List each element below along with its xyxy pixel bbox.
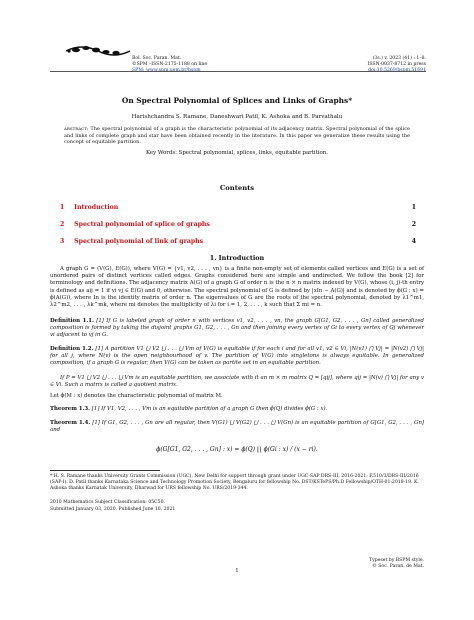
quotient-matrix-paragraph: If P = V1 ⋃ V2 ⋃ . . . ⋃ Vm is an equitable partition, we associate with it an m × m matrix Q = [qij], where qij = |N(v) ⋂ Vj| for any v ∈ Vi. Such a matrix is called a quotient matrix. — [50, 375, 424, 389]
let-statement: Let ϕ(M : x) denotes the characteristic polynomial of matrix M. — [50, 393, 223, 399]
definition-1-2 — [50, 346, 424, 368]
toc-page: 2 — [411, 221, 416, 228]
section-heading-introduction: 1. Introduction — [209, 254, 265, 262]
footnote-dates: Submitted January 03, 2020. Published June 10, 2021 — [50, 507, 176, 512]
journal-logo-icon — [64, 41, 132, 61]
toc-item-link[interactable] — [60, 238, 416, 245]
journal-issn: ©SPM –ISSN-2175-1188 on line — [132, 61, 208, 67]
page-number: 1 — [235, 568, 239, 574]
abstract — [64, 126, 410, 146]
toc-item-introduction[interactable] — [60, 204, 416, 211]
theorem-1-4 — [50, 420, 424, 434]
paper-title: On Spectral Polynomial of Splices and Links of Graphs* — [121, 96, 353, 105]
copyright-line: © Soc. Paran. de Mat. — [372, 564, 424, 569]
theorem-text: [1] If V1, V2, . . . , Vm is an equitable partition of a graph G then ϕ(Q) divides ϕ(G : x). — [91, 406, 328, 412]
abstract-label: abstract: — [64, 126, 89, 132]
definition-label: Definition 1.1. — [50, 318, 94, 324]
typeset-line: Typeset by BSPM style. — [369, 558, 424, 563]
toc-number: 3 — [60, 238, 65, 245]
definition-1-1 — [50, 318, 424, 340]
theorem-label: Theorem 1.3. — [50, 406, 91, 412]
keywords: Key Words: Spectral polynomial, splices, links, equitable partition. — [146, 150, 328, 156]
header-rule — [50, 71, 426, 72]
toc-number: 2 — [60, 221, 65, 228]
abstract-text: The spectral polynomial of a graph is the characteristic polynomial of its adjacency matrix. Spectral polynomial of the splice and links of complete graph and star have been obtained recently in the literature. In this paper we generalize these results using the concept of equitable partition. — [64, 126, 410, 146]
toc-title: Spectral polynomial of link of graphs — [74, 238, 204, 245]
footnote-classification: 2010 Mathematics Subject Classification: 05C50. — [50, 500, 165, 505]
equation-display: ϕ(G[G1, G2, . . . , Gn] : x) = ϕ(Q) ∏ ϕ(Gi : x) / (x − ri). — [156, 446, 318, 453]
theorem-text: [1] If G1, G2, . . . , Gn are all regular, then V(G1) ⋃ V(G2) ⋃ . . . ⋃ V(Gn) is an equitable partition of G[G1, G2, . . . , Gn] and — [50, 420, 425, 434]
issn-print: ISSN-0037-8712 in press — [367, 61, 426, 67]
toc-item-splice[interactable] — [60, 221, 416, 228]
theorem-1-3 — [50, 406, 424, 413]
journal-link[interactable]: SPM: www.spm.uem.br/bspm — [132, 67, 201, 73]
definition-text: [1] A partition V1 ⋃ V2 ⋃ . . . ⋃ Vm of V(G) is equitable if for each i and for all v1, v2 ∈ Vi, |N(v1) ⋂ Vj| = |N(v2) ⋂ Vj| for all j, where N(v) is the open neighbourhood of v. The partition of V(G) into singletons is always equitable. In generalized composition, if a graph G is regular, then V(G) can be taken as partite set in an equitable partition. — [50, 346, 424, 367]
contents-heading: Contents — [219, 184, 255, 192]
journal-header — [50, 36, 426, 72]
theorem-label: Theorem 1.4. — [50, 420, 91, 426]
definition-text: [1] If G is labeled graph of order n with vertices v1, v2, . . . , vn, the graph G[G1, G2, . . . , Gn] called generalized composition is formed by taking the disjoint graphs G1, G2, . . . , Gn and then joining every vertex of Gi to every vertex of Gj whenever vi adjacent to vj in G. — [50, 318, 424, 339]
typeset-note — [369, 558, 424, 570]
intro-paragraph: A graph G = (V(G), E(G)), where V(G) = {v1, v2, . . . , vn} is a finite non-empty set of elements called vertices and E(G) is a set of unordered pairs of distinct vertices called edges. Graphs considered here are simple and undirected. We follow the book [2] for terminology and definitions. The adjacency matrix A(G) of a graph G of order n is the n × n matrix indexed by V(G), whose (i, j)-th entry is defined as aij = 1 if vi vj ∈ E(G) and 0, otherwise. The spectral polynomial of G is defined by |xIn − A(G)| and is denoted by ϕ(G : x) = ϕ(A(G)), where In is the identity matrix of order n. The eigenvalues of G are the roots of the spectral polynomial, denoted by λ1^m1, λ2^m2, . . . , λk^mk, where mi denotes the multiplicity of λi for i = 1, 2, . . . , k such that Σ mi = n. — [50, 266, 424, 309]
toc-number: 1 — [60, 204, 65, 211]
toc-page: 1 — [411, 204, 416, 211]
doi-link[interactable]: doi:10.5269/bspm.51691 — [368, 67, 426, 73]
toc-title: Spectral polynomial of splice of graphs — [74, 221, 210, 228]
toc-title: Introduction — [74, 204, 119, 211]
volume-info: (3s.) v. 2023 (41) : 1–8. — [372, 56, 426, 61]
definition-label: Definition 1.2. — [50, 346, 94, 352]
toc-page: 4 — [411, 238, 416, 245]
footnote-rule — [50, 470, 160, 471]
footnote-funding: * H. S. Ramane thanks University Grants Commission (UGC), New Delhi for support through grant under UGC-SAP DRS-III, 2016-2021: F.510/3/DRS-III/2016 (SAP-I). D. Patil thanks Karnataka Science and Technology Promotion Society, Bengaluru for fellowship No. DST/KSTePS/Ph.D Fellowship/OTH-01:2018-19. K. Ashoka thanks Karnatak University, Dharwad for URS fellowship No. URS/2019-344. — [50, 474, 419, 491]
author-list: Harishchandra S. Ramane, Daneshwari Patil, K. Ashoka and B. Parvathalu — [131, 114, 343, 120]
journal-name: Bol. Soc. Paran. Mat. — [132, 56, 182, 61]
